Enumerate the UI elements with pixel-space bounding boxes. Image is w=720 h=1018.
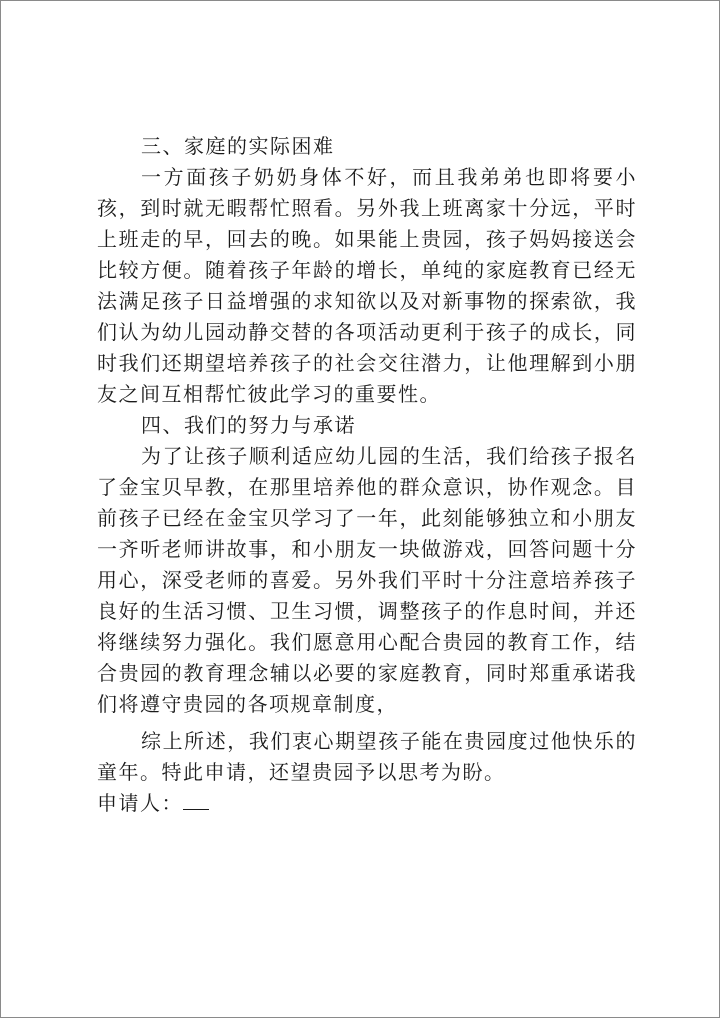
- section-heading-difficulties: 三、家庭的实际困难: [141, 134, 335, 158]
- signature-blank: [183, 791, 209, 810]
- signature-line: [97, 788, 637, 819]
- closing-paragraph: 综上所述，我们衷心期望孩子能在贵园度过他快乐的童年。特此申请，还望贵园予以思考为盼。: [97, 729, 637, 784]
- document-body: [97, 131, 637, 819]
- section-heading-commitment: 四、我们的努力与承诺: [141, 413, 356, 437]
- paragraph-difficulties: 一方面孩子奶奶身体不好，而且我弟弟也即将要小孩，到时就无暇帮忙照看。另外我上班离家十分远，平时上班走的早，回去的晚。如果能上贵园，孩子妈妈接送会比较方便。随着孩子年龄的增长，单纯的家庭教育已经无法满足孩子日益增强的求知欲以及对新事物的探索欲，我们认为幼儿园动静交替的各项活动更利于孩子的成长，同时我们还期望培养孩子的社会交往潜力，让他理解到小朋友之间互相帮忙彼此学习的重要性。: [97, 165, 637, 406]
- signature-label: 申请人：: [97, 791, 183, 815]
- paragraph-commitment: 为了让孩子顺利适应幼儿园的生活，我们给孩子报名了金宝贝早教，在那里培养他的群众意识，协作观念。目前孩子已经在金宝贝学习了一年，此刻能够独立和小朋友一齐听老师讲故事，和小朋友一块做游戏，回答问题十分用心，深受老师的喜爱。另外我们平时十分注意培养孩子良好的生活习惯、卫生习惯，调整孩子的作息时间，并还将继续努力强化。我们愿意用心配合贵园的教育工作，结合贵园的教育理念辅以必要的家庭教育，同时郑重承诺我们将遵守贵园的各项规章制度，: [97, 444, 637, 716]
